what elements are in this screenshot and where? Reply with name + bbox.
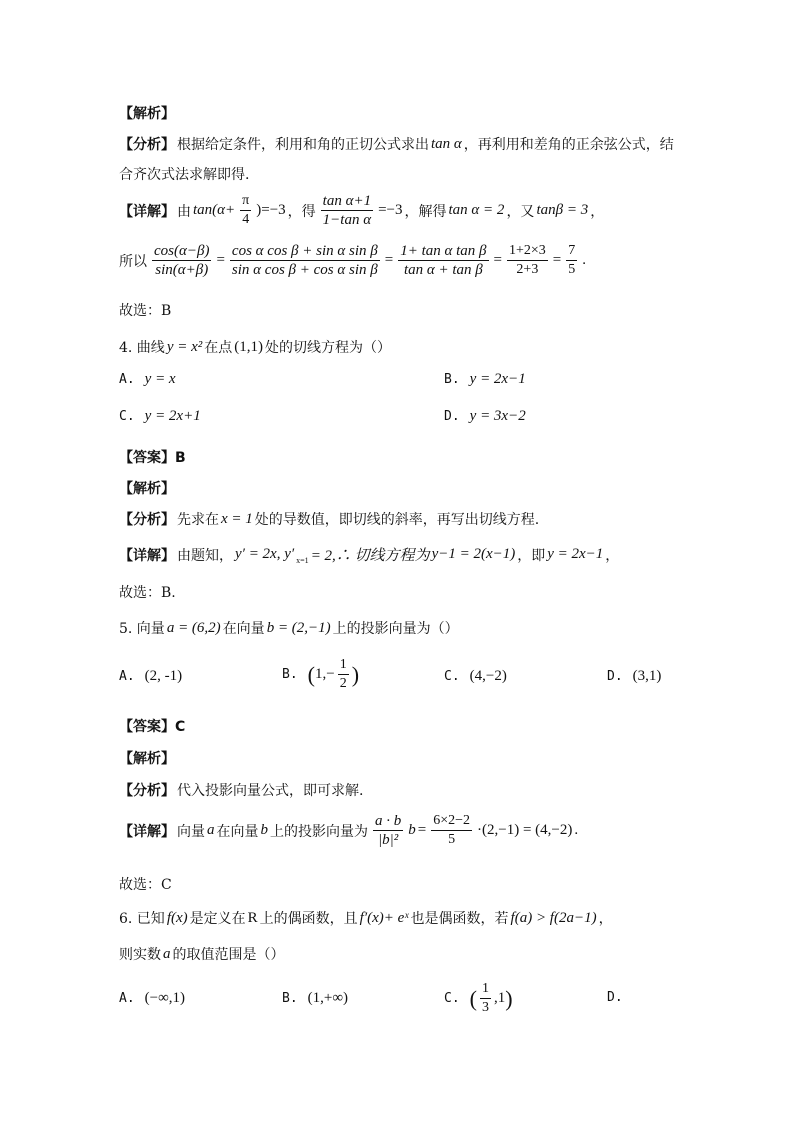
q3-f1-num: cos(α−β) <box>154 243 210 259</box>
q5-stem2: 在向量 <box>222 621 265 637</box>
q5-option-b-letter: B. <box>282 667 298 682</box>
q3-f3-den: tan α + tan β <box>403 262 483 278</box>
q3-tan-frac-den: 1−tan α <box>322 212 372 228</box>
q5-option-c-text: (4,−2) <box>469 668 507 684</box>
q6-option-c-expr <box>470 980 513 1017</box>
q6-option-b-text: (1,+∞) <box>307 990 349 1006</box>
q5-calc-rhs: ·(2,−1) = (4,−2) <box>477 822 573 838</box>
q5-proj-den: |b|² <box>378 832 399 848</box>
q3-eq-a: = <box>216 252 225 268</box>
q3-eq-b: = <box>384 252 394 268</box>
q4-option-c-letter: C. <box>119 409 135 424</box>
q6-option-c-lparen: ( <box>469 985 477 1011</box>
q6-stem-line1 <box>119 908 613 928</box>
q5-option-a-letter: A. <box>119 669 135 684</box>
q3-pi-over-4 <box>240 192 251 229</box>
q4-option-b-text: y = 2x−1 <box>469 371 526 387</box>
q6-stem-f: f(x) <box>166 909 188 926</box>
q5-detail-text1: 向量 <box>177 823 205 840</box>
q3-detail-by: 由 <box>177 203 191 220</box>
q4-detail-text1: 由题知， <box>177 547 233 564</box>
q4-stem-math: y = x² <box>166 338 203 355</box>
q5-calc-den: 5 <box>448 832 456 847</box>
q5-detail-text3: 上的投影向量为 <box>270 823 368 840</box>
q6-stem-a: a <box>163 945 171 962</box>
q4-option-a[interactable] <box>119 371 176 388</box>
q4-option-b-letter: B. <box>444 372 460 387</box>
q6-stem1: 6. 已知 <box>119 911 165 927</box>
q3-f1-den: sin(α+β) <box>155 262 209 278</box>
q3-fenxi-text3: 合齐次式法求解即得. <box>119 167 250 183</box>
q6-stem-R: R <box>247 909 258 926</box>
q5-proj-num: a · b <box>375 813 402 829</box>
q3-tana: tan α = 2 <box>448 202 505 218</box>
q3-period: . <box>582 252 586 268</box>
q4-option-d-letter: D. <box>444 409 460 424</box>
q5-option-b[interactable] <box>282 656 359 693</box>
q3-you: ，又 <box>506 203 535 220</box>
q4-fenxi-text2: 处的导数值，即切线的斜率，再写出切线方程. <box>254 512 540 528</box>
q5-stem1: 5. 向量 <box>119 621 165 637</box>
q5-detail-line <box>119 812 578 849</box>
q3-fenxi-line2 <box>119 164 249 184</box>
q4-detail-tag: 【详解】 <box>119 547 175 564</box>
q3-f5-den: 5 <box>568 262 576 277</box>
q4-detail-line <box>119 544 619 565</box>
q6-option-c-frac <box>480 980 491 1017</box>
q5-option-b-num: 1 <box>338 656 349 675</box>
q4-detail-end: ， <box>605 547 620 564</box>
q6-option-a-letter: A. <box>119 991 135 1006</box>
q5-option-d[interactable] <box>607 668 661 685</box>
q5-option-c[interactable] <box>444 668 507 685</box>
q4-stem2: 在点 <box>204 340 233 356</box>
q4-detail-math4: y = 2x−1 <box>547 546 604 562</box>
q6-stem5: ， <box>598 911 613 927</box>
q6-option-d[interactable] <box>607 990 633 1005</box>
q6-stem7: 的取值范围是（） <box>172 947 285 963</box>
q3-f3-num: 1+ tan α tan β <box>400 243 487 259</box>
q3-f5 <box>566 242 577 279</box>
q5-calc-num: 6×2−2 <box>431 812 472 831</box>
q5-option-b-expr <box>308 656 359 693</box>
q3-tan-frac-num: tan α+1 <box>322 193 372 209</box>
q5-jiexi-heading <box>119 748 175 768</box>
q4-fenxi-math: x = 1 <box>221 510 253 527</box>
q3-f3 <box>398 242 488 279</box>
q4-stem3: 处的切线方程为（） <box>265 340 391 356</box>
q4-stem1: 4. 曲线 <box>119 340 165 356</box>
q3-fenxi-math: tan α <box>431 135 462 152</box>
q5-eq: = <box>417 822 427 838</box>
q3-f2-den: sin α cos β + cos α sin β <box>231 262 378 278</box>
q5-answer-heading <box>119 716 185 736</box>
q3-suoyi: 所以 <box>119 253 147 270</box>
q3-jiede: ，解得 <box>404 203 447 220</box>
q4-fenxi-tag: 【分析】 <box>119 512 175 528</box>
q5-fenxi-line <box>119 780 363 800</box>
q3-f5-num: 7 <box>566 242 577 261</box>
q5-option-d-letter: D. <box>607 669 623 684</box>
q5-option-b-frac <box>338 656 349 693</box>
q5-detail-text2: 在向量 <box>216 823 259 840</box>
q6-stem-fp: f′(x)+ eˣ <box>359 909 409 926</box>
q6-stem3: 上的偶函数，且 <box>259 911 358 927</box>
q6-stem2: 是定义在 <box>189 911 246 927</box>
q6-stem-ineq: f(a) > f(2a−1) <box>510 909 597 926</box>
q3-4: 4 <box>242 212 250 227</box>
q3-pi: π <box>240 192 251 211</box>
q3-eq1-rhs: )=−3 <box>256 202 286 218</box>
q5-option-a[interactable] <box>119 668 182 685</box>
q4-option-a-text: y = x <box>144 371 176 387</box>
q6-option-c-text: ,1 <box>493 990 506 1006</box>
q4-answer-line <box>119 582 176 602</box>
q3-detail-tag: 【详解】 <box>119 203 175 220</box>
q5-option-d-text: (3,1) <box>632 668 662 684</box>
q6-stem4: 也是偶函数，若 <box>410 911 509 927</box>
q6-option-b-letter: B. <box>282 991 298 1006</box>
q5-option-a-text: (2, -1) <box>144 668 183 684</box>
q3-de: ，得 <box>287 203 316 220</box>
q3-detail-line1 <box>119 192 604 229</box>
q4-option-c-text: y = 2x+1 <box>144 408 201 424</box>
q5-stem3: 上的投影向量为（） <box>332 621 459 637</box>
q5-answer-line <box>119 874 172 894</box>
q3-f2 <box>230 242 380 279</box>
q6-option-c-rparen: ) <box>505 985 513 1011</box>
q4-detail-math2: = 2,∴ 切线方程为 <box>310 548 430 564</box>
q3-fenxi-line1 <box>119 134 674 154</box>
q4-detail-math1: y′ = 2x, y′ <box>235 546 295 562</box>
q5-stem-a: a = (6,2) <box>166 619 221 636</box>
q4-answer-heading <box>119 447 186 467</box>
q4-option-b[interactable] <box>444 371 526 388</box>
q3-eq-c: = <box>493 252 502 268</box>
q5-option-c-letter: C. <box>444 669 460 684</box>
q3-fenxi-text2: ，再利用和差角的正余弦公式，结 <box>463 137 674 153</box>
q4-answer-final: 故选：B. <box>119 585 176 601</box>
q3-eq-d: = <box>552 252 562 268</box>
q4-option-d-text: y = 3x−2 <box>469 408 526 424</box>
q3-answer-line <box>119 300 171 320</box>
q3-eq2-rhs: =−3 <box>378 202 403 218</box>
q4-detail-text2: ，即 <box>517 547 546 564</box>
q4-fenxi-line <box>119 509 539 529</box>
q3-jiexi-heading <box>119 103 175 123</box>
q3-f4 <box>507 242 548 279</box>
q4-option-a-letter: A. <box>119 372 135 387</box>
q4-jiexi-heading <box>119 478 175 498</box>
q5-stem <box>119 618 459 638</box>
q6-option-a-text: (−∞,1) <box>144 990 186 1006</box>
q5-calc-frac <box>431 812 472 849</box>
q5-option-b-text: 1,− <box>314 666 335 682</box>
q6-option-c[interactable] <box>444 980 513 1017</box>
q3-end: ， <box>590 203 605 220</box>
q6-option-d-letter: D. <box>607 990 623 1005</box>
q4-answer: 【答案】B <box>119 450 186 466</box>
q3-f4-den: 2+3 <box>516 262 539 277</box>
q5-detail-a: a <box>207 822 215 838</box>
q5-period: . <box>574 822 579 838</box>
q5-proj-b: b <box>408 822 416 838</box>
q3-tanb: tanβ = 3 <box>536 202 589 218</box>
q6-option-c-letter: C. <box>444 991 460 1006</box>
q4-stem-point: (1,1) <box>234 338 263 355</box>
q6-stem-line2 <box>119 944 285 964</box>
q6-option-b[interactable] <box>282 990 348 1007</box>
q3-f1 <box>152 242 211 279</box>
q3-eq1-lhs: tan(α+ <box>193 202 236 218</box>
q6-option-c-den: 3 <box>481 1000 489 1015</box>
q4-fenxi-text1: 先求在 <box>177 512 219 528</box>
q4-stem <box>119 337 391 357</box>
q5-answer-final: 故选：C <box>119 877 172 893</box>
q5-jiexi: 【解析】 <box>119 751 175 767</box>
q6-option-c-num: 1 <box>480 980 491 999</box>
q5-option-b-lparen: ( <box>307 661 315 687</box>
q4-detail-math3: y−1 = 2(x−1) <box>431 546 516 562</box>
q6-option-a[interactable] <box>119 990 185 1007</box>
q3-f2-num: cos α cos β + sin α sin β <box>231 243 378 259</box>
q5-stem-b: b = (2,−1) <box>266 619 331 636</box>
q3-tan-frac <box>321 192 373 229</box>
q3-answer: 故选：B <box>119 303 172 319</box>
q4-option-c[interactable] <box>119 408 201 425</box>
q4-detail-sub: x=1 <box>296 556 309 565</box>
q5-answer: 【答案】C <box>119 719 186 735</box>
q3-fenxi-tag: 【分析】 <box>119 137 175 153</box>
q5-proj-frac <box>373 812 403 849</box>
q4-option-d[interactable] <box>444 408 526 425</box>
q3-detail-line2 <box>119 242 586 279</box>
q5-option-b-den: 2 <box>339 676 347 691</box>
q4-jiexi: 【解析】 <box>119 481 175 497</box>
q6-stem6: 则实数 <box>119 947 161 963</box>
q5-fenxi-tag: 【分析】 <box>119 783 175 799</box>
q3-fenxi-text1: 根据给定条件，利用和角的正切公式求出 <box>177 137 429 153</box>
q5-detail-tag: 【详解】 <box>119 823 175 840</box>
q5-fenxi-text: 代入投影向量公式，即可求解. <box>177 783 364 799</box>
q3-jiexi-label: 【解析】 <box>119 106 175 122</box>
q5-option-b-rparen: ) <box>351 661 360 687</box>
q5-detail-b: b <box>260 822 268 838</box>
q3-f4-num: 1+2×3 <box>507 242 548 261</box>
